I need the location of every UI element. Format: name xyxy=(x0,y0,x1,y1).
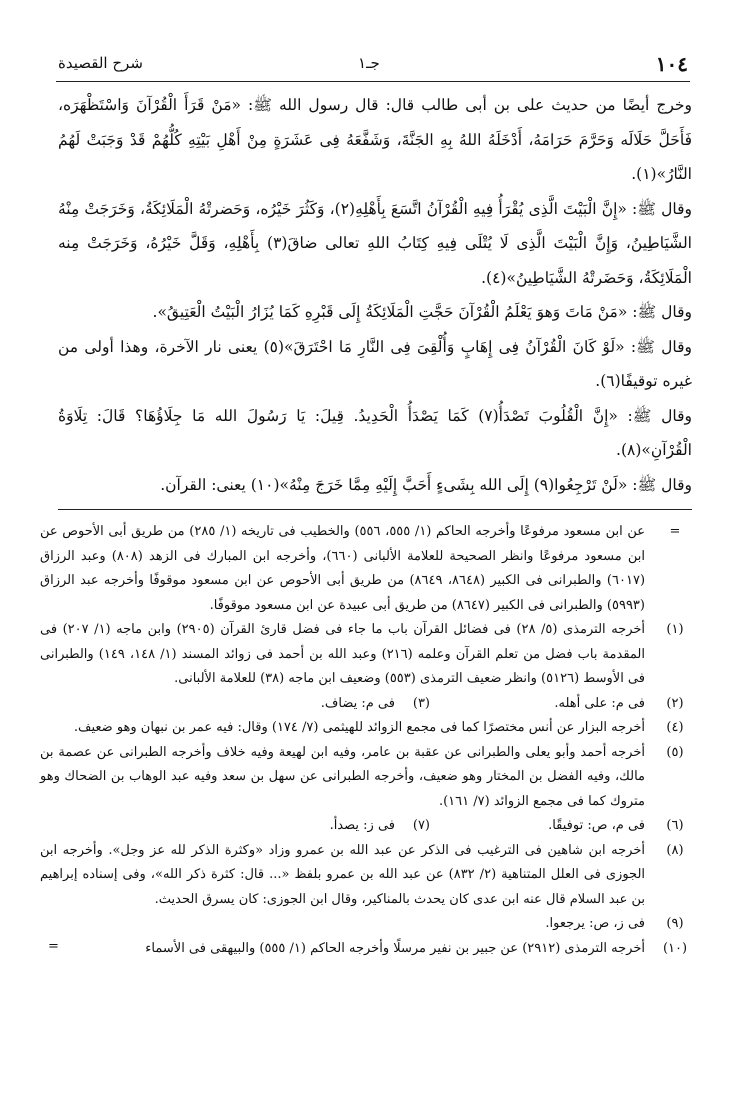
footnote-6-7 xyxy=(40,814,695,839)
paragraph: وقال ﷺ: «مَنْ مَاتَ وَهوَ يَعْلَمُ الْقُرْآنَ حَجَّتِ الْمَلَائِكَةُ إِلَى قَبْرِهِ كَمَا يُزَارُ الْبَيْتُ الْعَتِيقُ». xyxy=(152,303,692,321)
footnote-number: (٤) xyxy=(666,720,684,735)
paragraph: وقال ﷺ: «إِنَّ الْقُلُوبَ تَصْدَأُ(٧) كَمَا يَصْدَأُ الْحَدِيدُ. قِيلَ: يَا رَسُولَ الله مَا جِلَاؤُهَا؟ قَالَ: تِلَاوَةُ الْقُرْآنِ»(٨). xyxy=(58,406,692,459)
footnote-text: أخرجه ابن شاهين فى الترغيب فى الذكر عن عبد الله بن عمرو وزاد «وكثرة الذكر لله عز وجل». وأخرجه ابن الجوزى فى العلل المتناهية (٢/ ٨٣٢) عن عبد الله بن عمرو بلفظ «... قال: كثرة ذكر الله»، وفى إسناده إبراهيم بن عبد السلام قال عنه ابن عدى كان يحدث بالمناكير، وقال ابن الجوزى: كان يسرق الحديث. xyxy=(40,842,646,907)
footnote-2-3 xyxy=(40,692,695,717)
footnote-text: فى م: يضاف. xyxy=(320,695,395,711)
page-number: ١٠٤ xyxy=(655,52,688,76)
footnote-divider xyxy=(58,509,692,510)
footnote-text: فى م: على أهله. xyxy=(554,695,645,711)
footnote-1 xyxy=(40,618,695,692)
header-divider xyxy=(56,81,690,82)
footnote-number: (٥) xyxy=(666,744,684,760)
footnote-number: (٧) xyxy=(412,818,430,833)
footnote-number: (٨) xyxy=(666,842,684,858)
continuation-mark: = xyxy=(48,938,59,954)
footnote-number: (٢) xyxy=(666,695,684,711)
footnote-5 xyxy=(40,741,695,815)
footnote-text: أخرجه البزار عن أنس مختصرًا كما فى مجمع الزوائد للهيثمى (٧/ ١٧٤) وقال: فيه عمر بن نبهان وهو ضعيف. xyxy=(73,720,645,735)
footnote-8 xyxy=(40,839,695,913)
paragraph: وقال ﷺ: «لَنْ تَرْجِعُوا(٩) إِلَى الله بِشَىءٍ أَحَبَّ إِلَيْهِ مِمَّا خَرَجَ مِنْهُ»(١٠) يعنى: القرآن. xyxy=(160,475,692,494)
footnote-number: (١) xyxy=(666,622,684,637)
footnotes xyxy=(40,520,695,961)
footnote-text: فى ز: يصدأ. xyxy=(329,818,395,833)
main-text xyxy=(58,88,692,502)
footnote-text: أخرجه أحمد وأبو يعلى والطبرانى عن عقبة بن عامر، وفيه ابن لهيعة وفيه خلاف وأخرجه الطبرانى عن عصمة بن مالك، وفيه الفضل بن المختار وهو ضعيف، وأخرجه الطبرانى عن سهل بن سعد وفيه عبد الوهاب بن الضحاك وهو متروك كما فى مجمع الزوائد (٧/ ١٦١). xyxy=(40,744,645,809)
footnote-text: فى ز، ص: يرجعوا. xyxy=(545,916,645,931)
book-title: شرح القصيدة xyxy=(58,54,143,72)
footnote-9 xyxy=(40,912,695,937)
footnote-text: أخرجه الترمذى (٥/ ٢٨) فى فضائل القرآن باب ما جاء فى فضل قارئ القرآن (٢٩٠٥) وابن ماجه (١/ ٢٠٧) فى المقدمة باب فضل من تعلم القرآن وعلمه (٢١٦) وعبد الله بن أحمد فى زوائد المسند (١/ ١٤٨، ١٤٩) والطبرانى فى الأوسط (٥١٢٦) وانظر ضعيف الترمذى (٥٥٣) وضعيف ابن ماجه (٣٨) للعلامة الألبانى. xyxy=(40,622,646,686)
paragraph: وقال ﷺ: «إِنَّ الْبَيْتَ الَّذِى يُقْرَأُ فِيهِ الْقُرْآنُ اتَّسَعَ بِأَهْلِهِ(٢)، وَكَثُرَ خَيْرُه، وَحَضرتْهُ الْمَلَائِكَةُ، وَخَرَجَتْ مِنْهُ الشَّيَاطِينُ، وَإِنَّ الْبَيْتَ الَّذِى لَا يُتْلَى فِيهِ كِتَابُ اللهِ تعالى ضاقَ(٣) بِأَهْلِهِ، وَقَلَّ خَيْرُهُ، وَخَرَجَتْ مِنه الْمَلَائِكَةُ، وَحَضَرتْهُ الشَّيَاطِينُ»(٤). xyxy=(58,199,692,287)
footnote-number: (٦) xyxy=(666,818,684,833)
volume-label: جـ١ xyxy=(358,54,380,72)
footnote-text: فى م، ص: توفيقًا. xyxy=(548,818,645,833)
paragraph: وخرج أيضًا من حديث على بن أبى طالب قال: قال رسول الله ﷺ: «مَنْ قَرَأَ الْقُرْآنَ وَاسْتَظْهَرَه، فَأَحَلَّ حَلَالَه وَحَرَّمَ حَرَامَهُ، أَدْخَلَهُ اللهُ بِهِ الجَنَّةَ، وَشَفَّعَهُ فِى عَشَرَةٍ مِنْ أَهْلِ بَيْتِهِ كُلُّهُمْ قَدْ وَجَبَتْ لَهُمُ النَّارُ»(١). xyxy=(58,96,692,183)
footnote-number: (١٠) xyxy=(662,940,688,956)
footnote-text: أخرجه الترمذى (٢٩١٢) عن جبير بن نفير مرسلًا وأخرجه الحاكم (١/ ٥٥٥) والبيهقى فى الأسماء xyxy=(145,940,645,956)
footnote-10 xyxy=(40,937,695,962)
footnote-number: (٣) xyxy=(412,695,430,711)
page-header xyxy=(58,50,688,82)
paragraph: وقال ﷺ: «لَوْ كَانَ الْقُرْآنُ فِى إِهَابٍ وَأُلْقِىَ فِى النَّارِ مَا احْتَرَقَ»(٥) يعنى نار الآخرة، وهذا أولى من غيره توقيفًا(٦). xyxy=(58,337,692,390)
footnote-4 xyxy=(40,716,695,741)
footnote-continuation xyxy=(40,520,695,618)
footnote-number: (٩) xyxy=(666,916,684,931)
footnote-text: عن ابن مسعود مرفوعًا وأخرجه الحاكم (١/ ٥٥٥، ٥٥٦) والخطيب فى تاريخه (١/ ٢٨٥) من طريق أبى الأحوص عن ابن مسعود مرفوعًا وانظر الصحيحة للعلامة الألبانى (٦٦٠)، وأخرجه ابن المبارك فى الزهد (٨٠٨) وعبد الرزاق (٦٠١٧) والطبرانى فى الكبير (٨٦٤٨، ٨٦٤٩) من طريق أبى الأحوص عن ابن مسعود موقوفًا وأخرجه عبد الرزاق (٥٩٩٣) والطبرانى فى الكبير (٨٦٤٧) من طريق أبى عبيدة عن ابن مسعود موقوفًا. xyxy=(40,524,646,613)
continuation-mark: = xyxy=(669,524,681,539)
